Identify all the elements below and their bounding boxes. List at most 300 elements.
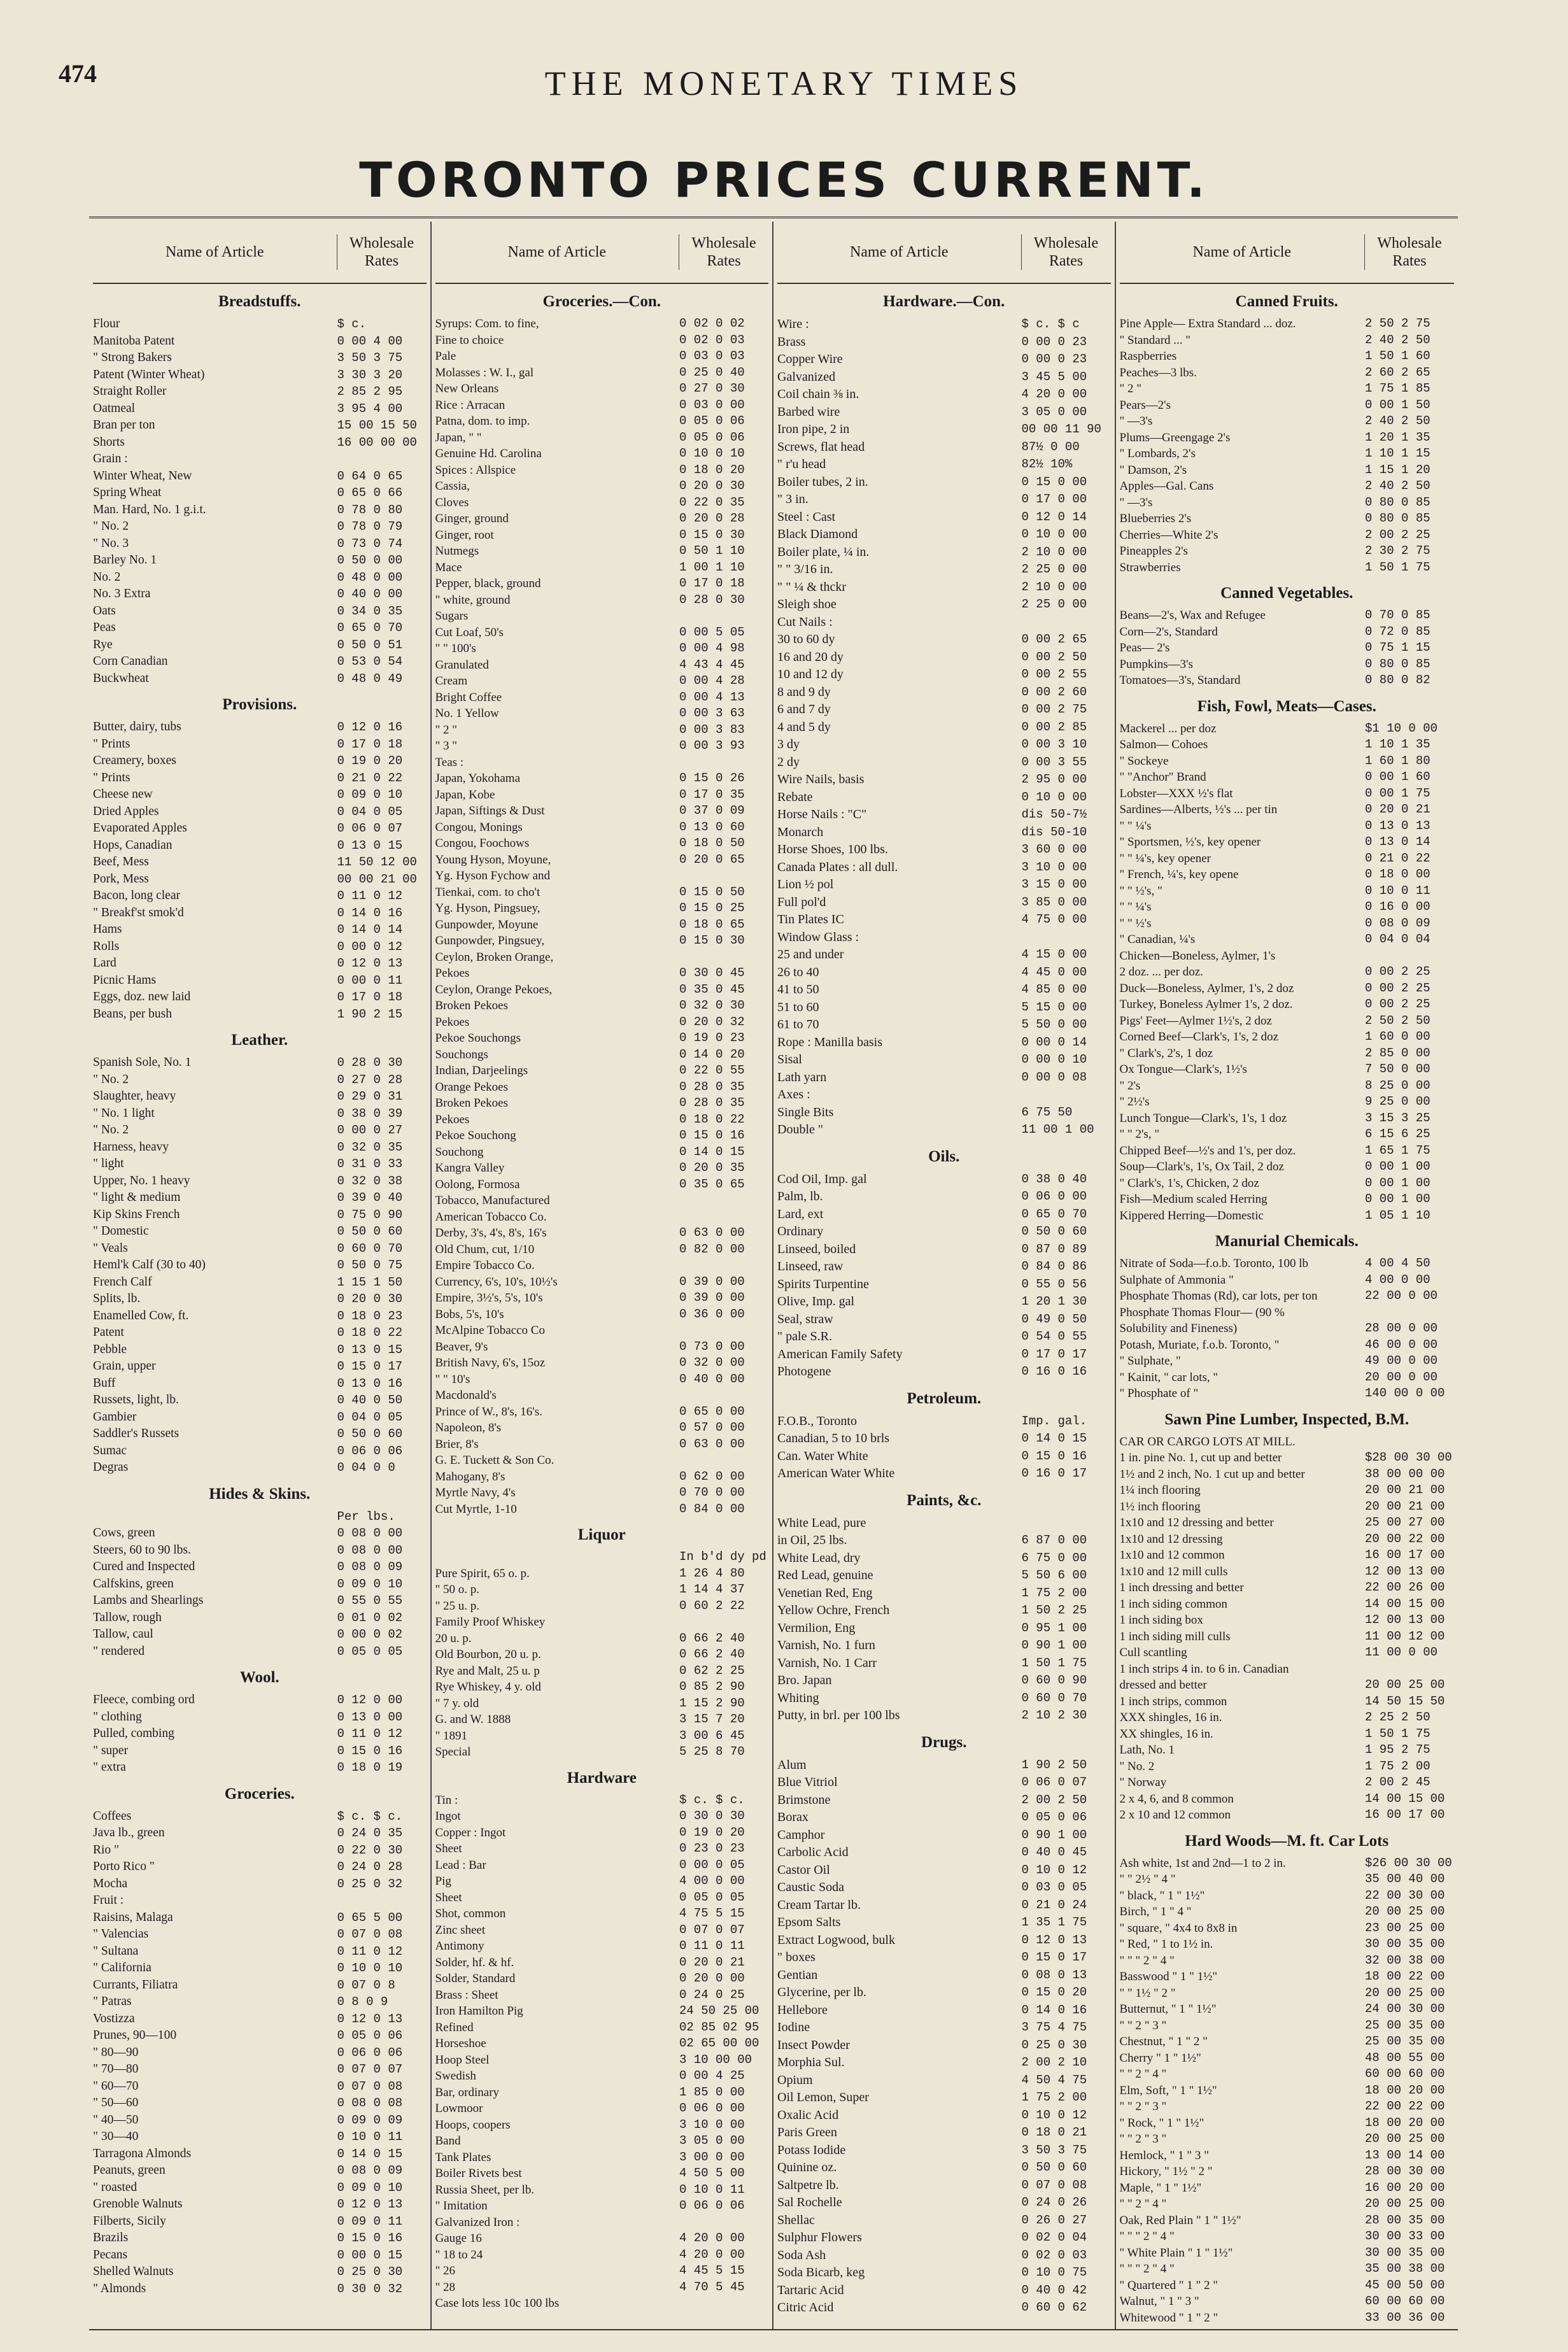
article-price: 3 15 0 00 [1021,877,1087,891]
article-name: " " 2 " 3 " [1119,2018,1167,2032]
article-price: 0 00 4 13 [679,690,745,704]
article-price: 0 24 0 35 [337,1826,403,1840]
article-name: Fish—Medium scaled Herring [1119,1193,1268,1206]
price-row [435,1857,769,1874]
article-name: Bar, ordinary [435,2085,500,2099]
article-price: 0 07 0 07 [679,1922,745,1937]
price-row [1120,1499,1455,1515]
price-row [435,982,769,998]
price-row [777,806,1111,824]
price-row [1120,2001,1455,2018]
price-row [777,2142,1111,2160]
article-name: Vermilion, Eng [777,1620,856,1635]
article-name: Soup—Clark's, 1's, Ox Tail, 2 doz [1119,1160,1284,1173]
article-name: F.O.B., Toronto [777,1413,857,1428]
price-row [777,2177,1111,2195]
article-price [674,1257,768,1274]
article-price: 6 87 0 00 [1021,1533,1087,1547]
article-name: Shorts [93,435,125,449]
article-name: Pig [435,1874,451,1888]
article-price: 0 25 0 30 [337,2265,403,2279]
article-name: Congou, Monings [435,820,523,834]
article-name: Yg. Hyson Fychow and [435,869,550,882]
article-name: XX shingles, 16 in. [1119,1727,1213,1741]
price-row [1120,786,1455,802]
article-name: Gauge 16 [435,2232,482,2245]
article-name: Java lb., green [93,1826,165,1839]
price-row [777,1448,1111,1466]
article-price: 0 11 0 11 [679,1939,745,1953]
article-name: Epsom Salts [777,1915,841,1929]
price-row [777,421,1111,439]
article-price: 0 24 0 28 [337,1860,403,1874]
article-price: 11 00 12 00 [1365,1629,1445,1643]
header-name-of-article: Name of Article [849,243,949,260]
article-price: 11 50 12 00 [337,855,417,869]
article-name: " " 2 " 3 " [1119,2132,1167,2146]
price-row [777,1016,1111,1034]
article-price: 0 05 0 06 [1021,1810,1087,1824]
article-name: Horse Shoes, 100 lbs. [777,842,888,856]
article-price: 0 00 0 27 [337,1123,403,1137]
price-row [93,753,427,770]
price-row [435,1873,769,1890]
article-name: Extract Logwood, bulk [777,1932,895,1947]
article-price: 12 00 13 00 [1365,1564,1445,1578]
article-name: Sulphur Flowers [777,2230,862,2244]
price-row [93,434,427,451]
price-row [777,1655,1111,1673]
price-row [93,1223,427,1240]
article-name: Bobs, 5's, 10's [435,1307,504,1321]
price-row [435,608,769,625]
article-name [435,1549,675,1566]
article-name: American Family Safety [777,1347,903,1361]
article-price: 1 75 2 00 [1021,1585,1087,1600]
article-price: 4 45 0 00 [1021,965,1087,979]
article-price: 48 00 55 00 [1365,2050,1445,2065]
price-row [1120,1969,1455,1985]
article-name: 4 and 5 dy [777,719,831,734]
price-row [435,397,769,414]
article-name: Broken Pekoes [435,1096,509,1110]
article-name: Tank Plates [435,2150,491,2164]
price-row [777,1121,1111,1139]
article-price: 0 10 0 10 [337,1961,403,1975]
price-row [1120,1920,1455,1937]
price-row [777,1346,1111,1364]
article-name: " roasted [93,2180,138,2194]
price-row [1120,1791,1455,1808]
article-price: 0 20 0 00 [679,1971,745,1985]
price-row [777,946,1111,964]
price-row [435,1322,769,1339]
article-name: Soda Ash [777,2248,826,2262]
price-row [435,1971,769,1987]
article-name: Linseed, boiled [777,1242,856,1256]
price-row [1120,1596,1455,1613]
article-price: 0 48 0 49 [337,671,403,686]
price-row [777,2159,1111,2177]
article-name: Borax [777,1810,809,1824]
price-row [435,1501,769,1518]
price-row [93,955,427,972]
article-name: Teas : [435,755,464,769]
article-price: 0 00 0 02 [337,1627,403,1641]
article-name: " Sockeye [1119,754,1169,768]
column-header [435,222,769,284]
article-price: 0 54 0 55 [1021,1329,1087,1343]
price-column-2 [432,222,774,2329]
price-row [777,1690,1111,1708]
article-price: 0 00 2 25 [1365,997,1430,1011]
price-row [93,2095,427,2112]
price-row [1120,1126,1455,1143]
price-row [93,905,427,922]
article-price: 7 50 0 00 [1365,1062,1430,1076]
article-name: Iron pipe, 2 in [777,422,850,436]
article-name: Cream [435,674,468,688]
price-row [435,1030,769,1047]
price-row [777,2107,1111,2125]
article-name: 1½ and 2 inch, No. 1 cut up and better [1119,1467,1305,1481]
price-row [435,900,769,917]
article-name: G. E. Tuckett & Son Co. [435,1454,554,1467]
price-row [93,1072,427,1089]
article-name: Rio " [93,1843,120,1857]
price-row [435,446,769,462]
price-row [93,1692,427,1709]
price-row [435,1290,769,1307]
article-price: 2 85 2 95 [337,385,403,399]
article-name: Rice : Arracan [435,398,505,412]
article-price: 0 07 0 07 [337,2062,403,2076]
price-row [777,1879,1111,1897]
article-price: 3 05 0 00 [679,2134,745,2148]
article-name: Case lots less 10c 100 lbs [435,2297,560,2310]
price-row [435,1404,769,1420]
price-row [435,1744,769,1760]
article-price: 1 75 1 85 [1365,381,1430,395]
article-name: 1 inch strips 4 in. to 6 in. Canadian [1119,1662,1289,1676]
article-name: Broken Pekoes [435,999,509,1012]
article-price: 0 07 0 8 [337,1978,395,1992]
price-row [1120,607,1455,624]
article-price: 4 20 0 00 [1021,387,1087,401]
article-price: 0 00 0 10 [1021,1052,1087,1066]
article-name: Russets, light, lb. [93,1393,179,1406]
article-name: Galvanized [777,369,836,384]
price-row [777,334,1111,351]
article-name: " " " 2 " 4 " [1119,2262,1175,2276]
article-price: 0 17 0 18 [337,990,403,1004]
article-name: Cloves [435,495,469,509]
price-row [435,348,769,365]
article-name: Pumpkins—3's [1119,657,1193,671]
price-row [1120,1256,1455,1272]
price-row [777,684,1111,702]
price-row [93,1926,427,1943]
article-name: Rye Whiskey, 4 y. old [435,1680,541,1694]
article-price [674,1322,768,1339]
price-row [1120,2196,1455,2213]
article-price: 18 00 20 00 [1365,2083,1445,2097]
article-name: Creamery, boxes [93,754,176,767]
price-row [777,1967,1111,1985]
article-price: 6 75 0 00 [1021,1550,1087,1565]
article-price: 2 00 2 10 [1021,2055,1087,2069]
article-price: 11 00 0 00 [1365,1645,1438,1659]
article-price: 0 14 0 16 [337,905,403,920]
article-name: " Veals [93,1241,128,1255]
article-price: 2 10 0 00 [1021,544,1087,559]
article-name: Lion ½ pol [777,877,834,891]
article-name: " white, ground [435,593,511,607]
article-price: 0 85 2 90 [679,1680,745,1694]
article-name: 1 inch dressing and better [1119,1581,1244,1594]
article-price: 0 55 0 55 [337,1594,403,1608]
price-row [1120,1110,1455,1127]
article-price: 0 09 0 11 [337,2214,403,2228]
article-price: 30 00 35 00 [1365,1937,1445,1951]
article-price: 0 39 0 00 [679,1291,745,1305]
article-price: 0 66 2 40 [679,1647,745,1661]
price-row [1120,527,1455,544]
article-name: 6 and 7 dy [777,702,831,716]
article-name: " r'u head [777,457,826,471]
article-name: " Imitation [435,2199,488,2213]
article-price: 13 00 14 00 [1365,2148,1445,2162]
price-row [1120,1353,1455,1370]
article-price: 4 20 0 00 [679,2231,745,2245]
article-name: Rope : Manilla basis [777,1035,882,1049]
article-name: Varnish, No. 1 furn [777,1638,875,1652]
article-name: Solder, hf. & hf. [435,1955,514,1969]
article-name: Special [435,1745,471,1759]
price-row [93,2044,427,2062]
price-row [93,1409,427,1426]
section-title: Leather. [231,1031,288,1049]
article-name: " " ½'s [1119,916,1152,930]
article-name: Pine Apple— Extra Standard ... doz. [1119,317,1296,330]
price-row [93,1892,427,1909]
column-header [777,222,1111,284]
article-price: 0 00 2 60 [1021,684,1087,699]
article-name: 2 dy [777,754,800,769]
article-name: Lath yarn [777,1070,827,1084]
article-price: dis 50-7½ [1021,807,1087,821]
price-row [1120,2131,1455,2148]
article-price: 0 09 0 10 [337,788,403,802]
price-row [435,754,769,771]
article-price: 0 10 0 11 [1365,883,1430,898]
price-row [435,1225,769,1242]
article-name: " " " 2 " 4 " [1119,2230,1175,2243]
price-row [777,1862,1111,1880]
article-name: Souchong [435,1145,484,1159]
section-title: Breadstuffs. [218,293,301,310]
article-name: Beans, per bush [93,1007,173,1021]
price-row [435,2003,769,2020]
article-price: 9 25 0 00 [1365,1095,1430,1109]
article-name: Photogene [777,1364,831,1378]
price-row [1120,981,1455,997]
article-price: 0 09 0 10 [337,2180,403,2195]
article-name: Shellac [777,2213,815,2227]
price-row [777,2229,1111,2247]
article-price: 0 50 0 75 [337,1258,403,1272]
article-name: Kip Skins French [93,1207,180,1221]
article-name: " No. 3 [93,536,129,550]
article-price: 0 13 0 00 [337,1710,403,1724]
article-price: 0 03 0 03 [679,349,745,363]
article-name: Cheese new [93,788,153,801]
article-name: Tallow, rough [93,1610,162,1624]
price-row [93,719,427,736]
article-name: " Quartered " 1 " 2 " [1119,2278,1218,2292]
price-row [435,1841,769,1857]
article-price: 0 07 0 08 [337,1927,403,1941]
article-price: 0 00 2 85 [1021,719,1087,734]
price-row [777,789,1111,807]
price-row [777,1051,1111,1069]
article-name: Peanuts, green [93,2164,166,2177]
price-row [93,535,427,553]
article-name: Screws, flat head [777,439,865,454]
article-price: 0 12 0 00 [337,1693,403,1707]
price-row [435,478,769,495]
price-row [1120,1871,1455,1888]
article-price: 1 20 1 35 [1365,430,1430,444]
section-title: Sawn Pine Lumber, Inspected, B.M. [1164,1410,1409,1428]
header-name-of-article: Name of Article [507,243,607,260]
price-row [1120,964,1455,981]
price-row [93,653,427,670]
article-price: 0 25 0 30 [1021,2037,1087,2052]
article-name: Degras [93,1461,129,1474]
article-name: " 28 [435,2280,456,2294]
article-name: Sugars [435,609,469,623]
article-price: 20 00 0 00 [1365,1370,1438,1384]
article-name: Granulated [435,658,489,672]
price-row [777,771,1111,789]
article-name: Ceylon, Broken Orange, [435,950,554,964]
article-name: Wire : [777,317,809,331]
article-price: 0 01 0 02 [337,1610,403,1625]
article-price: 0 09 0 09 [337,2113,403,2127]
price-row [777,1034,1111,1052]
price-row [93,1426,427,1443]
section-title: Groceries. [224,1785,295,1803]
price-row [1120,1078,1455,1095]
price-row [777,2247,1111,2265]
price-row [93,1189,427,1207]
article-price: 2 50 2 75 [1365,316,1430,330]
article-price: 0 55 0 56 [1021,1277,1087,1291]
article-price: $ c. $ c [1021,317,1080,331]
article-price: 0 25 0 40 [679,365,745,379]
article-price: 4 85 0 00 [1021,982,1087,996]
article-price: 0 20 0 21 [679,1955,745,1969]
article-name: Calfskins, green [93,1576,174,1590]
article-price: 1 14 4 37 [679,1582,745,1596]
price-row [777,369,1111,386]
article-price: 0 18 0 50 [679,836,745,850]
article-name: French Calf [93,1275,152,1289]
article-name: Hickory, " 1½ " 2 " [1119,2165,1213,2178]
article-name: Tienkai, com. to cho't [435,885,540,899]
article-price: 0 28 0 35 [679,1096,745,1110]
article-name: " light [93,1157,124,1170]
article-name: Pekoes [435,1112,470,1126]
article-name: " Clark's, 1's, Chicken, 2 doz [1119,1176,1259,1190]
article-price: 0 21 0 22 [1365,851,1430,865]
price-row [435,1420,769,1436]
price-row [1120,430,1455,446]
article-price: 32 00 38 00 [1365,1953,1445,1967]
article-name: Nitrate of Soda—f.o.b. Toronto, 100 lb [1119,1257,1308,1270]
article-name: Oatmeal [93,401,136,415]
article-price: 3 00 6 45 [679,1728,745,1743]
header-wholesale-rates: Wholesale Rates [679,234,768,270]
article-name: " "Anchor" Brand [1119,770,1206,784]
price-row [777,1844,1111,1862]
article-name: Lobster—XXX ½'s flat [1119,786,1233,800]
article-price: 4 00 4 50 [1365,1256,1430,1270]
article-price: 0 65 0 66 [337,486,403,500]
price-row [93,1977,427,1994]
article-name: Cassia, [435,479,470,493]
article-name: Japan, " " [435,430,482,444]
article-price: 0 35 0 65 [679,1177,745,1191]
article-name: " Sultana [93,1944,139,1958]
article-name: Filberts, Sicily [93,2214,166,2228]
article-name: Putty, in brl. per 100 lbs [777,1708,900,1722]
price-row [1120,1661,1455,1678]
article-name: Linseed, raw [777,1259,844,1273]
price-row [1120,1094,1455,1110]
price-row [777,1827,1111,1845]
article-name: Kippered Herring—Domestic [1119,1208,1264,1222]
price-row [435,1177,769,1193]
article-name: Copper : Ingot [435,1825,506,1839]
price-row [93,1709,427,1726]
article-name: Coffees [93,1809,132,1823]
article-price [1017,1515,1111,1533]
article-price: 0 49 0 50 [1021,1312,1087,1326]
price-row [777,911,1111,929]
article-name: Cured and Inspected [93,1560,195,1573]
price-row [435,965,769,982]
article-name: Rolls [93,939,120,953]
article-name: No. 3 Extra [93,587,151,600]
article-name: American Tobacco Co. [435,1210,547,1224]
article-name: Pepper, black, ground [435,577,541,590]
article-name: Porto Rico " [93,1860,155,1873]
article-price: 0 82 0 00 [679,1242,745,1256]
article-price: 3 85 0 00 [1021,895,1087,909]
price-row [777,1897,1111,1915]
article-price: 0 50 0 60 [1021,1224,1087,1238]
article-name: Pekoe Souchong [435,1129,516,1142]
price-row [435,560,769,576]
article-name: Fruit : [93,1894,124,1907]
article-price: 0 60 0 70 [337,1241,403,1256]
article-price: 0 15 0 26 [679,771,745,785]
article-price: 0 15 0 17 [1021,1950,1087,1964]
price-row [777,964,1111,982]
article-price: 3 30 3 20 [337,367,403,382]
